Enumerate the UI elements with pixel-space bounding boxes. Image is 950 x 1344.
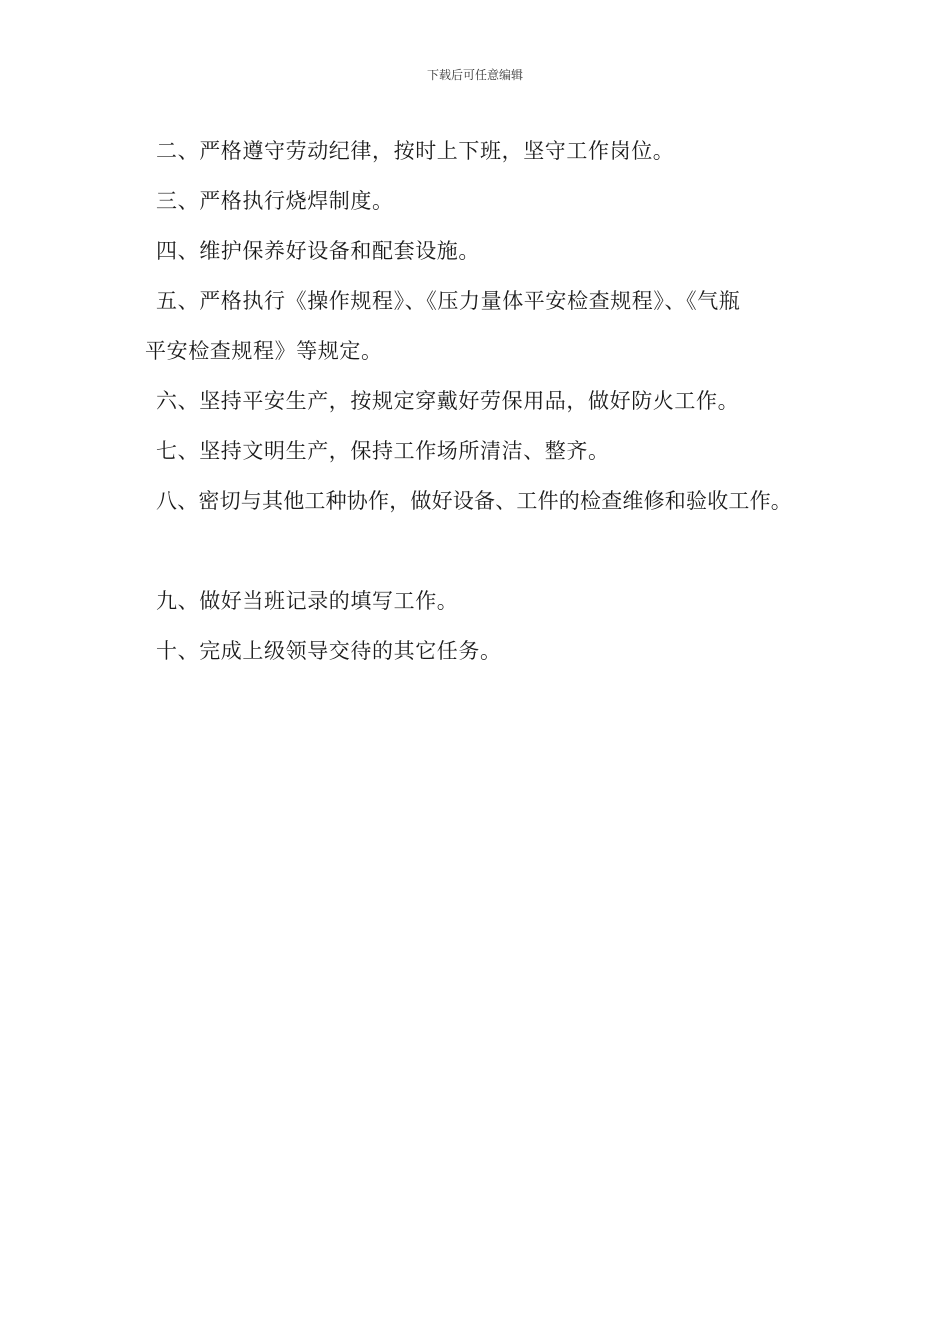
duty-item-10: 十、完成上级领导交待的其它任务。 [156, 639, 502, 663]
duty-item-5-continued: 平安检查规程》等规定。 [145, 339, 383, 363]
page-header: 下载后可任意编辑 [426, 68, 523, 82]
duty-item-6: 六、坚持平安生产，按规定穿戴好劳保用品，做好防火工作。 [156, 389, 740, 413]
duty-item-5: 五、严格执行《操作规程》、《压力量体平安检查规程》、《气瓶 [156, 289, 741, 313]
duty-item-7: 七、坚持文明生产，保持工作场所清洁、整齐。 [156, 439, 610, 463]
duty-item-9: 九、做好当班记录的填写工作。 [156, 589, 459, 613]
duty-item-8: 八、密切与其他工种协作，做好设备、工件的检查维修和验收工作。 [156, 489, 792, 513]
duty-item-2: 二、严格遵守劳动纪律，按时上下班，坚守工作岗位。 [156, 139, 675, 163]
duty-item-3: 三、严格执行烧焊制度。 [156, 189, 394, 213]
duty-item-4: 四、维护保养好设备和配套设施。 [156, 239, 480, 263]
